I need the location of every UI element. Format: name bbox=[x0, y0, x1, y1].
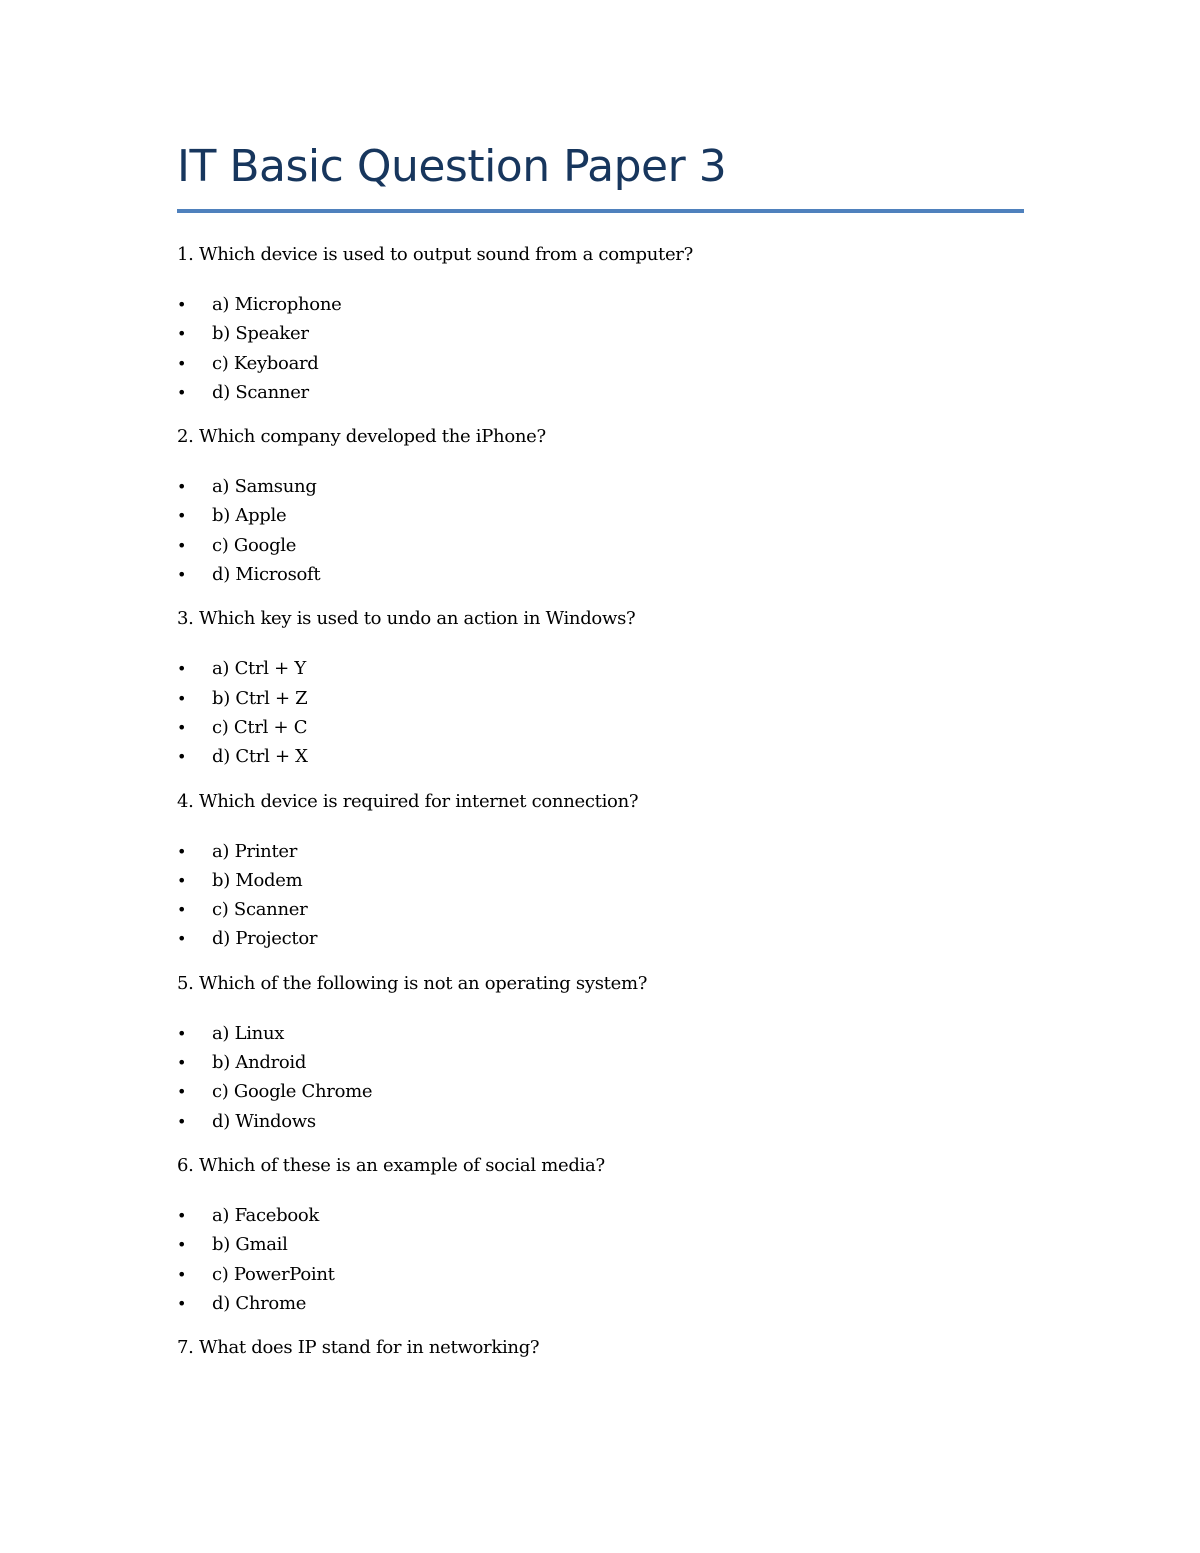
option-label: b) Ctrl + Z bbox=[212, 687, 308, 709]
bullet-icon: • bbox=[177, 382, 187, 402]
list-item bbox=[177, 349, 1024, 378]
question-4: 4. Which device is required for internet connection? bbox=[177, 790, 639, 812]
list-item bbox=[177, 378, 1024, 407]
option-label: a) Samsung bbox=[212, 476, 317, 498]
bullet-icon: • bbox=[177, 1053, 187, 1073]
list-item bbox=[177, 895, 1024, 924]
option-label: c) Scanner bbox=[212, 899, 308, 921]
option-label: b) Gmail bbox=[212, 1234, 288, 1256]
list-item bbox=[177, 560, 1024, 589]
bullet-icon: • bbox=[177, 1082, 187, 1102]
bullet-icon: • bbox=[177, 900, 187, 920]
list-item bbox=[177, 1107, 1024, 1136]
bullet-icon: • bbox=[177, 1293, 187, 1313]
option-label: a) Printer bbox=[212, 840, 298, 862]
list-item bbox=[177, 1260, 1024, 1289]
bullet-icon: • bbox=[177, 841, 187, 861]
list-item bbox=[177, 1077, 1024, 1106]
list-item bbox=[177, 1289, 1024, 1318]
bullet-icon: • bbox=[177, 324, 187, 344]
bullet-icon: • bbox=[177, 477, 187, 497]
bullet-icon: • bbox=[177, 1205, 187, 1225]
option-label: c) Keyboard bbox=[212, 352, 319, 374]
bullet-icon: • bbox=[177, 535, 187, 555]
option-label: d) Ctrl + X bbox=[212, 746, 308, 768]
option-label: c) PowerPoint bbox=[212, 1263, 335, 1285]
bullet-icon: • bbox=[177, 1235, 187, 1255]
page-title: IT Basic Question Paper 3 bbox=[177, 141, 727, 192]
option-label: c) Ctrl + C bbox=[212, 716, 308, 738]
option-label: c) Google Chrome bbox=[212, 1081, 373, 1103]
option-label: a) Microphone bbox=[212, 294, 342, 315]
list-item bbox=[177, 713, 1024, 742]
question-6: 6. Which of these is an example of social media? bbox=[177, 1154, 605, 1176]
option-label: d) Windows bbox=[212, 1110, 316, 1132]
question-7: 7. What does IP stand for in networking? bbox=[177, 1337, 540, 1359]
question-1-options bbox=[177, 270, 1024, 422]
list-item bbox=[177, 684, 1024, 713]
bullet-icon: • bbox=[177, 747, 187, 767]
bullet-icon: • bbox=[177, 506, 187, 526]
list-item bbox=[177, 837, 1024, 866]
list-item bbox=[177, 501, 1024, 530]
option-label: b) Apple bbox=[212, 505, 287, 527]
bullet-icon: • bbox=[177, 688, 187, 708]
bullet-icon: • bbox=[177, 929, 187, 949]
list-item bbox=[177, 1019, 1024, 1048]
list-item bbox=[177, 742, 1024, 771]
list-item bbox=[177, 1201, 1024, 1230]
list-item bbox=[177, 866, 1024, 895]
question-3: 3. Which key is used to undo an action in Windows? bbox=[177, 608, 636, 630]
bullet-icon: • bbox=[177, 717, 187, 737]
list-item bbox=[177, 654, 1024, 683]
option-label: d) Projector bbox=[212, 928, 318, 950]
bullet-icon: • bbox=[177, 1111, 187, 1131]
list-item bbox=[177, 472, 1024, 501]
question-1: 1. Which device is used to output sound from a computer? bbox=[177, 244, 693, 265]
question-6-options bbox=[177, 1181, 1024, 1333]
option-label: d) Chrome bbox=[212, 1292, 307, 1314]
option-label: c) Google bbox=[212, 534, 297, 556]
question-2-options bbox=[177, 452, 1024, 604]
option-label: b) Modem bbox=[212, 869, 303, 891]
question-4-options bbox=[177, 817, 1024, 969]
option-label: d) Scanner bbox=[212, 381, 309, 403]
bullet-icon: • bbox=[177, 870, 187, 890]
title-underline bbox=[177, 209, 1024, 213]
bullet-icon: • bbox=[177, 295, 187, 314]
question-5-options bbox=[177, 999, 1024, 1151]
bullet-icon: • bbox=[177, 353, 187, 373]
bullet-icon: • bbox=[177, 565, 187, 585]
list-item bbox=[177, 924, 1024, 953]
question-5: 5. Which of the following is not an operating system? bbox=[177, 972, 648, 994]
list-item bbox=[177, 531, 1024, 560]
question-list bbox=[177, 240, 1024, 1363]
option-label: a) Linux bbox=[212, 1022, 285, 1044]
list-item bbox=[177, 290, 1024, 319]
option-label: a) Facebook bbox=[212, 1204, 320, 1226]
option-label: b) Android bbox=[212, 1052, 307, 1074]
question-3-options bbox=[177, 634, 1024, 786]
option-label: a) Ctrl + Y bbox=[212, 658, 306, 680]
question-2: 2. Which company developed the iPhone? bbox=[177, 426, 546, 448]
list-item bbox=[177, 1048, 1024, 1077]
bullet-icon: • bbox=[177, 1264, 187, 1284]
list-item bbox=[177, 1230, 1024, 1259]
option-label: b) Speaker bbox=[212, 323, 309, 345]
bullet-icon: • bbox=[177, 659, 187, 679]
option-label: d) Microsoft bbox=[212, 564, 321, 586]
list-item bbox=[177, 319, 1024, 348]
bullet-icon: • bbox=[177, 1023, 187, 1043]
